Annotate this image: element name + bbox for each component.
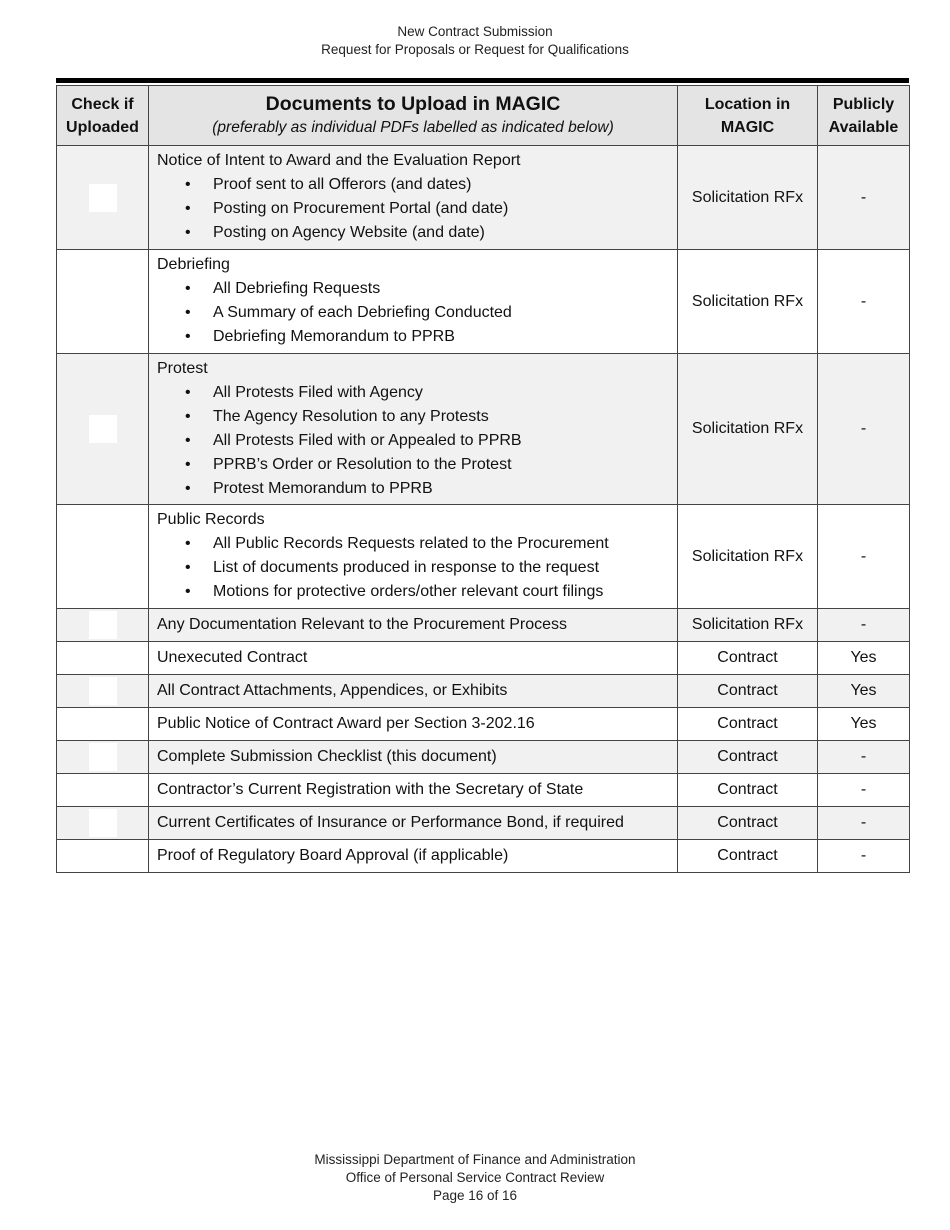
public-cell: -	[818, 505, 910, 609]
documents-header-title: Documents to Upload in MAGIC	[265, 92, 561, 115]
table-row	[57, 642, 910, 675]
document-bullets	[157, 532, 669, 604]
public-cell: Yes	[818, 642, 910, 675]
check-cell[interactable]	[57, 741, 149, 774]
bullet-item: • List of documents produced in response to the request	[213, 556, 669, 580]
bullet-item: • Proof sent to all Offerors (and dates)	[213, 173, 669, 197]
upload-checkbox[interactable]	[89, 710, 117, 738]
header-subtitle: Request for Proposals or Request for Qualifications	[321, 42, 629, 57]
location-cell: Contract	[678, 840, 818, 873]
location-cell: Solicitation RFx	[678, 505, 818, 609]
location-cell: Contract	[678, 642, 818, 675]
table-row	[57, 146, 910, 250]
bullet-item: • All Protests Filed with Agency	[213, 381, 669, 405]
table-row	[57, 774, 910, 807]
check-cell[interactable]	[57, 807, 149, 840]
bullet-item: • Protest Memorandum to PPRB	[213, 477, 669, 501]
upload-checkbox[interactable]	[89, 644, 117, 672]
check-cell[interactable]	[57, 250, 149, 354]
check-cell[interactable]	[57, 708, 149, 741]
public-cell: Yes	[818, 675, 910, 708]
table-row	[57, 609, 910, 642]
page-footer	[0, 1151, 950, 1205]
location-cell: Contract	[678, 741, 818, 774]
public-cell: -	[818, 807, 910, 840]
bullet-item: • Posting on Procurement Portal (and date)	[213, 197, 669, 221]
check-cell[interactable]	[57, 840, 149, 873]
col-header-documents	[149, 86, 678, 146]
col-header-check: Check if Uploaded	[57, 86, 149, 146]
table-row	[57, 675, 910, 708]
upload-checkbox[interactable]	[89, 611, 117, 639]
document-cell: Any Documentation Relevant to the Procurement Process	[149, 609, 678, 642]
col-header-location: Location in MAGIC	[678, 86, 818, 146]
public-cell: -	[818, 840, 910, 873]
upload-checkbox[interactable]	[89, 743, 117, 771]
document-cell	[149, 505, 678, 609]
document-cell	[149, 250, 678, 354]
check-cell[interactable]	[57, 505, 149, 609]
page-number: Page 16 of 16	[432, 1188, 518, 1203]
bullet-item: • Posting on Agency Website (and date)	[213, 221, 669, 245]
table-row	[57, 741, 910, 774]
table-top-rule	[56, 78, 909, 83]
public-cell: -	[818, 354, 910, 505]
bullet-item: • PPRB’s Order or Resolution to the Protest	[213, 453, 669, 477]
document-cell: All Contract Attachments, Appendices, or Exhibits	[149, 675, 678, 708]
public-cell: -	[818, 609, 910, 642]
public-cell: -	[818, 146, 910, 250]
upload-checkbox[interactable]	[89, 415, 117, 443]
location-cell: Solicitation RFx	[678, 354, 818, 505]
bullet-item: • A Summary of each Debriefing Conducted	[213, 301, 669, 325]
upload-checklist-table	[56, 85, 910, 873]
header-title: New Contract Submission	[397, 24, 553, 39]
public-cell: -	[818, 774, 910, 807]
document-bullets	[157, 173, 669, 245]
bullet-item: • Debriefing Memorandum to PPRB	[213, 325, 669, 349]
location-cell: Solicitation RFx	[678, 250, 818, 354]
document-bullets	[157, 381, 669, 501]
location-cell: Contract	[678, 708, 818, 741]
document-cell: Proof of Regulatory Board Approval (if applicable)	[149, 840, 678, 873]
table-row	[57, 807, 910, 840]
document-title: Debriefing	[157, 256, 230, 273]
footer-department: Mississippi Department of Finance and Administration	[314, 1152, 636, 1167]
location-cell: Contract	[678, 675, 818, 708]
public-cell: -	[818, 250, 910, 354]
table-row	[57, 708, 910, 741]
bullet-item: • All Debriefing Requests	[213, 277, 669, 301]
public-cell: -	[818, 741, 910, 774]
footer-office: Office of Personal Service Contract Review	[345, 1170, 605, 1185]
public-cell: Yes	[818, 708, 910, 741]
documents-header-subtitle: (preferably as individual PDFs labelled as indicated below)	[212, 118, 614, 136]
table-row	[57, 250, 910, 354]
location-cell: Solicitation RFx	[678, 146, 818, 250]
document-title: Protest	[157, 360, 208, 377]
check-cell[interactable]	[57, 609, 149, 642]
check-cell[interactable]	[57, 642, 149, 675]
document-cell: Public Notice of Contract Award per Section 3-202.16	[149, 708, 678, 741]
check-cell[interactable]	[57, 774, 149, 807]
table-header-row	[57, 86, 910, 146]
document-cell: Unexecuted Contract	[149, 642, 678, 675]
document-cell	[149, 146, 678, 250]
upload-checkbox[interactable]	[89, 543, 117, 571]
page-header	[0, 23, 950, 59]
bullet-item: • Motions for protective orders/other relevant court filings	[213, 580, 669, 604]
bullet-item: • All Protests Filed with or Appealed to PPRB	[213, 429, 669, 453]
upload-checkbox[interactable]	[89, 184, 117, 212]
upload-checkbox[interactable]	[89, 288, 117, 316]
bullet-item: • The Agency Resolution to any Protests	[213, 405, 669, 429]
document-cell: Current Certificates of Insurance or Performance Bond, if required	[149, 807, 678, 840]
table-row	[57, 840, 910, 873]
upload-checkbox[interactable]	[89, 842, 117, 870]
table-row	[57, 354, 910, 505]
document-bullets	[157, 277, 669, 349]
upload-checkbox[interactable]	[89, 809, 117, 837]
bullet-item: • All Public Records Requests related to the Procurement	[213, 532, 669, 556]
col-header-public: Publicly Available	[818, 86, 910, 146]
check-cell[interactable]	[57, 354, 149, 505]
document-cell: Contractor’s Current Registration with the Secretary of State	[149, 774, 678, 807]
document-title: Public Records	[157, 511, 265, 528]
location-cell: Contract	[678, 774, 818, 807]
document-title: Notice of Intent to Award and the Evaluation Report	[157, 152, 521, 169]
document-cell: Complete Submission Checklist (this document)	[149, 741, 678, 774]
upload-checkbox[interactable]	[89, 776, 117, 804]
table-row	[57, 505, 910, 609]
check-cell[interactable]	[57, 675, 149, 708]
document-cell	[149, 354, 678, 505]
location-cell: Contract	[678, 807, 818, 840]
location-cell: Solicitation RFx	[678, 609, 818, 642]
check-cell[interactable]	[57, 146, 149, 250]
upload-checkbox[interactable]	[89, 677, 117, 705]
